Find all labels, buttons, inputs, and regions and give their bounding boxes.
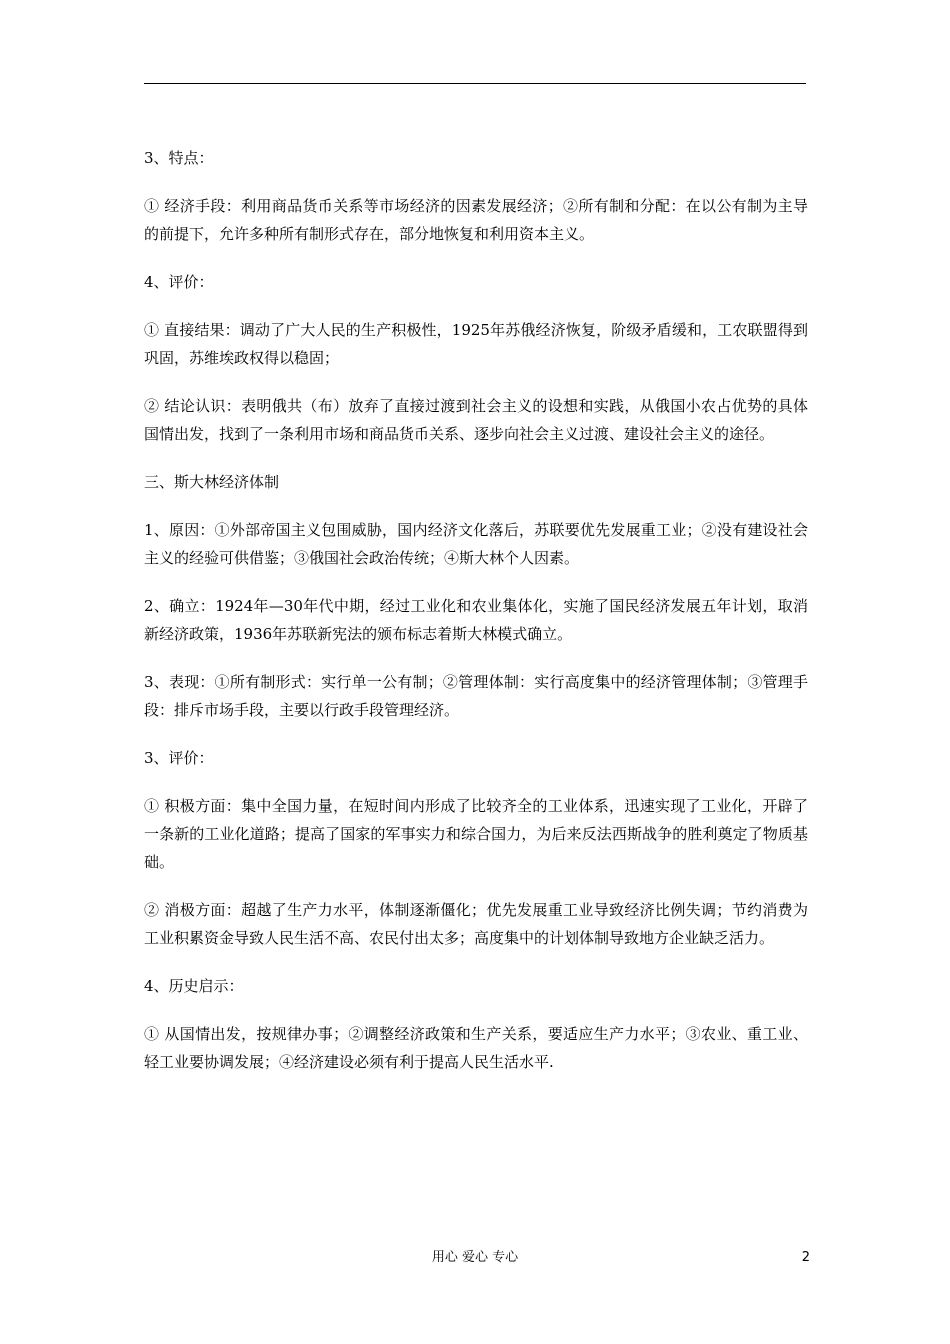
heading-evaluation: 4、评价：: [144, 273, 214, 291]
page-number: 2: [801, 1250, 810, 1265]
paragraph-establishment: 2、确立：1924年—30年代中期，经过工业化和农业集体化，实施了国民经济发展五年计划，取消新经济政策，1936年苏联新宪法的颁布标志着斯大林模式确立。: [144, 597, 808, 643]
paragraph-features-detail: ① 经济手段：利用商品货币关系等市场经济的因素发展经济；②所有制和分配：在以公有制为主导的前提下，允许多种所有制形式存在，部分地恢复和利用资本主义。: [144, 197, 808, 243]
heading-features: 3、特点：: [144, 149, 214, 167]
heading-evaluation-2: 3、评价：: [144, 749, 214, 767]
paragraph-conclusion: ② 结论认识：表明俄共（布）放弃了直接过渡到社会主义的设想和实践，从俄国小农占优势的具体国情出发，找到了一条利用市场和商品货币关系、逐步向社会主义过渡、建设社会主义的途径。: [144, 397, 808, 443]
footer-slogan: 用心 爱心 专心: [431, 1250, 519, 1265]
paragraph-negative: ② 消极方面：超越了生产力水平，体制逐渐僵化；优先发展重工业导致经济比例失调；节约消费为工业积累资金导致人民生活不高、农民付出太多；高度集中的计划体制导致地方企业缺乏活力。: [144, 901, 808, 947]
header-rule: [144, 83, 806, 84]
paragraph-direct-result: ① 直接结果：调动了广大人民的生产积极性，1925年苏俄经济恢复，阶级矛盾缓和，工农联盟得到巩固，苏维埃政权得以稳固；: [144, 321, 808, 367]
paragraph-lessons: ① 从国情出发，按规律办事；②调整经济政策和生产关系，要适应生产力水平；③农业、重工业、轻工业要协调发展；④经济建设必须有利于提高人民生活水平.: [144, 1025, 808, 1071]
paragraph-positive: ① 积极方面：集中全国力量，在短时间内形成了比较齐全的工业体系，迅速实现了工业化，开辟了一条新的工业化道路；提高了国家的军事实力和综合国力，为后来反法西斯战争的胜利奠定了物质基础。: [144, 797, 808, 871]
paragraph-causes: 1、原因：①外部帝国主义包围威胁，国内经济文化落后，苏联要优先发展重工业；②没有建设社会主义的经验可供借鉴；③俄国社会政治传统；④斯大林个人因素。: [144, 521, 808, 567]
heading-historical-lessons: 4、历史启示：: [144, 977, 244, 995]
paragraph-manifestation: 3、表现：①所有制形式：实行单一公有制；②管理体制：实行高度集中的经济管理体制；③管理手段：排斥市场手段，主要以行政手段管理经济。: [144, 673, 808, 719]
document-body: [144, 144, 808, 1096]
section-heading-stalin-system: 三、斯大林经济体制: [144, 473, 280, 491]
